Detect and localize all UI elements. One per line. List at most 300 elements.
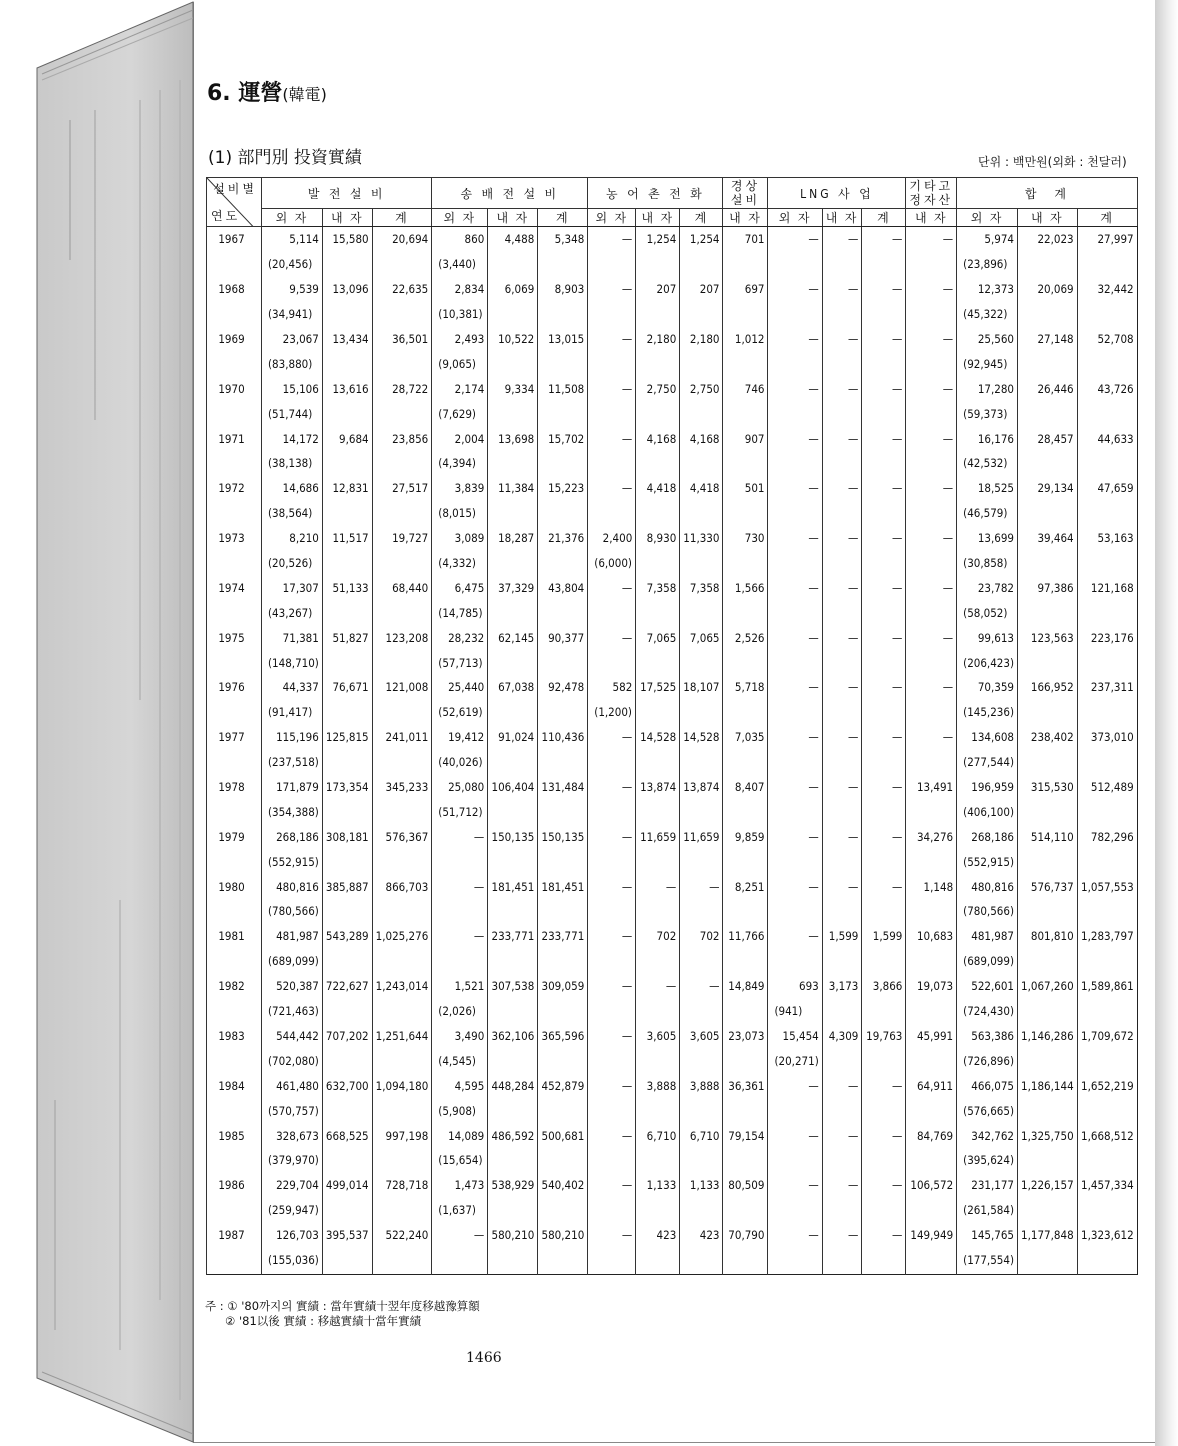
value-cell: 512,489	[1077, 775, 1137, 800]
year-cell: 1975	[207, 625, 262, 650]
empty-cell	[822, 1048, 862, 1073]
empty-cell	[822, 252, 862, 277]
value-cell: 9,684	[322, 426, 372, 451]
empty-cell	[680, 899, 723, 924]
table-row	[207, 327, 1138, 352]
foreign-currency-cell: (2,026)	[432, 999, 488, 1024]
value-cell: 1,521	[432, 974, 488, 999]
empty-cell	[588, 600, 636, 625]
empty-cell	[680, 1098, 723, 1123]
value-cell: 3,888	[680, 1073, 723, 1098]
value-cell: 4,595	[432, 1073, 488, 1098]
value-cell: 12,373	[957, 277, 1018, 302]
foreign-currency-cell: (941)	[768, 999, 822, 1024]
value-cell: 11,517	[322, 526, 372, 551]
empty-cell	[680, 799, 723, 824]
value-cell: 22,635	[372, 277, 432, 302]
value-cell: —	[768, 1223, 822, 1248]
empty-cell	[822, 999, 862, 1024]
value-cell: 702	[680, 924, 723, 949]
empty-cell	[723, 1198, 768, 1223]
subheader-row	[207, 209, 1138, 227]
value-cell: —	[588, 874, 636, 899]
value-cell: 1,226,157	[1018, 1173, 1078, 1198]
empty-cell	[488, 1048, 538, 1073]
empty-cell	[723, 1098, 768, 1123]
empty-cell	[862, 501, 906, 526]
empty-cell	[768, 700, 822, 725]
empty-cell	[322, 999, 372, 1024]
foreign-currency-cell: (51,744)	[262, 401, 323, 426]
empty-cell	[768, 1248, 822, 1275]
table-row	[207, 426, 1138, 451]
empty-cell	[372, 999, 432, 1024]
value-cell: 481,987	[262, 924, 323, 949]
footnote: ② '81以後 實績 : 移越實績十當年實績	[225, 1314, 422, 1328]
value-cell: 92,478	[538, 675, 588, 700]
value-cell: —	[768, 625, 822, 650]
value-cell: —	[822, 874, 862, 899]
value-cell: 44,633	[1077, 426, 1137, 451]
foreign-currency-cell: (30,858)	[957, 551, 1018, 576]
value-cell: 801,810	[1018, 924, 1078, 949]
value-cell: 80,509	[723, 1173, 768, 1198]
footnotes	[205, 1299, 480, 1329]
foreign-currency-cell: (58,052)	[957, 600, 1018, 625]
foreign-currency-cell: (689,099)	[262, 949, 323, 974]
empty-cell	[862, 1098, 906, 1123]
empty-cell	[862, 1248, 906, 1275]
value-cell: 13,616	[322, 376, 372, 401]
empty-cell	[538, 252, 588, 277]
value-cell: 229,704	[262, 1173, 323, 1198]
empty-cell	[822, 302, 862, 327]
empty-cell	[538, 302, 588, 327]
foreign-currency-cell: (59,373)	[957, 401, 1018, 426]
value-cell: 84,769	[906, 1123, 957, 1148]
value-cell: 8,251	[723, 874, 768, 899]
empty-cell	[207, 700, 262, 725]
foreign-currency-row	[207, 1098, 1138, 1123]
subheader-cell: 내 자	[488, 209, 538, 227]
value-cell: 501	[723, 476, 768, 501]
value-cell: 43,804	[538, 575, 588, 600]
subheader-cell: 내 자	[822, 209, 862, 227]
empty-cell	[723, 252, 768, 277]
empty-cell	[588, 1248, 636, 1275]
foreign-currency-cell: (726,896)	[957, 1048, 1018, 1073]
foreign-currency-row	[207, 600, 1138, 625]
empty-cell	[906, 1048, 957, 1073]
value-cell: 2,750	[636, 376, 680, 401]
empty-cell	[822, 600, 862, 625]
value-cell: —	[862, 1073, 906, 1098]
foreign-currency-row	[207, 750, 1138, 775]
value-cell: 7,358	[636, 575, 680, 600]
value-cell: —	[768, 575, 822, 600]
empty-cell	[680, 501, 723, 526]
empty-cell	[322, 501, 372, 526]
empty-cell	[723, 700, 768, 725]
value-cell: —	[588, 1024, 636, 1049]
empty-cell	[862, 1148, 906, 1173]
value-cell: 23,782	[957, 575, 1018, 600]
empty-cell	[538, 1098, 588, 1123]
empty-cell	[862, 700, 906, 725]
empty-cell	[768, 650, 822, 675]
value-cell: 1,146,286	[1018, 1024, 1078, 1049]
value-cell: —	[862, 277, 906, 302]
empty-cell	[822, 1098, 862, 1123]
table-title: (1) 部門別 投資實績	[208, 148, 362, 168]
empty-cell	[1018, 451, 1078, 476]
empty-cell	[1077, 451, 1137, 476]
value-cell: 27,148	[1018, 327, 1078, 352]
empty-cell	[488, 799, 538, 824]
empty-cell	[1077, 302, 1137, 327]
empty-cell	[636, 1198, 680, 1223]
empty-cell	[1018, 799, 1078, 824]
empty-cell	[372, 401, 432, 426]
empty-cell	[1018, 401, 1078, 426]
table-body	[207, 227, 1138, 1275]
empty-cell	[588, 1048, 636, 1073]
value-cell: —	[588, 1173, 636, 1198]
table-row	[207, 974, 1138, 999]
value-cell: 171,879	[262, 775, 323, 800]
group-header: LNG 사 업	[768, 178, 906, 209]
value-cell: —	[822, 725, 862, 750]
empty-cell	[372, 750, 432, 775]
empty-cell	[680, 302, 723, 327]
empty-cell	[906, 849, 957, 874]
value-cell: —	[822, 327, 862, 352]
value-cell: 196,959	[957, 775, 1018, 800]
value-cell: 1,709,672	[1077, 1024, 1137, 1049]
value-cell: 223,176	[1077, 625, 1137, 650]
value-cell: 693	[768, 974, 822, 999]
empty-cell	[372, 252, 432, 277]
empty-cell	[680, 600, 723, 625]
empty-cell	[322, 351, 372, 376]
value-cell: 365,596	[538, 1024, 588, 1049]
subheader-cell: 계	[1077, 209, 1137, 227]
value-cell: —	[822, 426, 862, 451]
empty-cell	[636, 899, 680, 924]
empty-cell	[322, 252, 372, 277]
value-cell: 90,377	[538, 625, 588, 650]
foreign-currency-cell: (38,564)	[262, 501, 323, 526]
value-cell: 207	[680, 277, 723, 302]
empty-cell	[768, 551, 822, 576]
empty-cell	[636, 1098, 680, 1123]
value-cell: 576,737	[1018, 874, 1078, 899]
empty-cell	[1077, 1198, 1137, 1223]
value-cell: —	[768, 526, 822, 551]
value-cell: 5,718	[723, 675, 768, 700]
empty-cell	[538, 949, 588, 974]
value-cell: 730	[723, 526, 768, 551]
foreign-currency-cell: (20,456)	[262, 252, 323, 277]
value-cell: —	[822, 376, 862, 401]
value-cell: 16,176	[957, 426, 1018, 451]
empty-cell	[636, 1248, 680, 1275]
empty-cell	[207, 401, 262, 426]
empty-cell	[906, 949, 957, 974]
empty-cell	[636, 600, 680, 625]
year-cell: 1968	[207, 277, 262, 302]
value-cell: 14,686	[262, 476, 323, 501]
value-cell: 1,148	[906, 874, 957, 899]
foreign-currency-cell: (3,440)	[432, 252, 488, 277]
value-cell: 181,451	[488, 874, 538, 899]
empty-cell	[822, 700, 862, 725]
empty-cell	[768, 252, 822, 277]
empty-cell	[1077, 650, 1137, 675]
value-cell: —	[768, 1123, 822, 1148]
value-cell: —	[906, 277, 957, 302]
value-cell: 1,186,144	[1018, 1073, 1078, 1098]
empty-cell	[723, 551, 768, 576]
foreign-currency-cell: (1,637)	[432, 1198, 488, 1223]
value-cell: 150,135	[538, 824, 588, 849]
empty-cell	[538, 600, 588, 625]
foreign-currency-cell: (155,036)	[262, 1248, 323, 1275]
foreign-currency-cell: (780,566)	[262, 899, 323, 924]
value-cell: 11,659	[636, 824, 680, 849]
empty-cell	[488, 1148, 538, 1173]
value-cell: 13,874	[680, 775, 723, 800]
value-cell: 17,307	[262, 575, 323, 600]
value-cell: 1,067,260	[1018, 974, 1078, 999]
empty-cell	[862, 1198, 906, 1223]
value-cell: 1,589,861	[1077, 974, 1137, 999]
value-cell: —	[768, 376, 822, 401]
foreign-currency-row	[207, 252, 1138, 277]
empty-cell	[680, 351, 723, 376]
empty-cell	[822, 949, 862, 974]
investment-table	[206, 177, 1138, 1275]
empty-cell	[207, 1098, 262, 1123]
empty-cell	[1077, 750, 1137, 775]
empty-cell	[588, 451, 636, 476]
value-cell: 1,251,644	[372, 1024, 432, 1049]
empty-cell	[1077, 551, 1137, 576]
empty-cell	[322, 949, 372, 974]
empty-cell	[636, 501, 680, 526]
value-cell: —	[906, 376, 957, 401]
empty-cell	[906, 899, 957, 924]
empty-cell	[1077, 501, 1137, 526]
value-cell: 79,154	[723, 1123, 768, 1148]
value-cell: —	[588, 775, 636, 800]
table-row	[207, 725, 1138, 750]
value-cell: —	[588, 575, 636, 600]
value-cell: 4,418	[680, 476, 723, 501]
empty-cell	[723, 501, 768, 526]
value-cell: 707,202	[322, 1024, 372, 1049]
value-cell: 26,446	[1018, 376, 1078, 401]
value-cell: 580,210	[538, 1223, 588, 1248]
value-cell: —	[588, 376, 636, 401]
value-cell: —	[822, 1073, 862, 1098]
value-cell: 520,387	[262, 974, 323, 999]
value-cell: 7,358	[680, 575, 723, 600]
value-cell: 11,384	[488, 476, 538, 501]
value-cell: 11,659	[680, 824, 723, 849]
value-cell: 10,683	[906, 924, 957, 949]
value-cell: 395,537	[322, 1223, 372, 1248]
empty-cell	[432, 1248, 488, 1275]
empty-cell	[862, 351, 906, 376]
empty-cell	[636, 949, 680, 974]
empty-cell	[862, 551, 906, 576]
table-row	[207, 824, 1138, 849]
empty-cell	[1018, 1148, 1078, 1173]
foreign-currency-cell: (721,463)	[262, 999, 323, 1024]
value-cell: —	[822, 675, 862, 700]
value-cell: —	[822, 824, 862, 849]
value-cell: 13,015	[538, 327, 588, 352]
value-cell: 22,023	[1018, 227, 1078, 252]
foreign-currency-cell: (9,065)	[432, 351, 488, 376]
value-cell: —	[822, 277, 862, 302]
subheader-cell: 외 자	[957, 209, 1018, 227]
value-cell: —	[768, 227, 822, 252]
value-cell: —	[432, 1223, 488, 1248]
empty-cell	[906, 799, 957, 824]
value-cell: —	[906, 675, 957, 700]
value-cell: 18,107	[680, 675, 723, 700]
empty-cell	[588, 302, 636, 327]
empty-cell	[768, 949, 822, 974]
value-cell: 91,024	[488, 725, 538, 750]
value-cell: 99,613	[957, 625, 1018, 650]
empty-cell	[372, 1148, 432, 1173]
year-cell: 1986	[207, 1173, 262, 1198]
value-cell: —	[862, 675, 906, 700]
foreign-currency-row	[207, 451, 1138, 476]
empty-cell	[768, 302, 822, 327]
page-shadow	[1155, 0, 1178, 1446]
empty-cell	[822, 501, 862, 526]
value-cell: 21,376	[538, 526, 588, 551]
value-cell: 53,163	[1077, 526, 1137, 551]
year-cell: 1970	[207, 376, 262, 401]
value-cell: 13,874	[636, 775, 680, 800]
value-cell: 2,834	[432, 277, 488, 302]
value-cell: 25,080	[432, 775, 488, 800]
empty-cell	[1018, 252, 1078, 277]
value-cell: —	[588, 1123, 636, 1148]
year-cell: 1967	[207, 227, 262, 252]
empty-cell	[723, 999, 768, 1024]
empty-cell	[322, 401, 372, 426]
empty-cell	[538, 351, 588, 376]
value-cell: 2,174	[432, 376, 488, 401]
value-cell: 7,035	[723, 725, 768, 750]
empty-cell	[768, 899, 822, 924]
value-cell: —	[636, 974, 680, 999]
value-cell: 28,722	[372, 376, 432, 401]
group-header	[723, 178, 768, 209]
empty-cell	[588, 999, 636, 1024]
empty-cell	[1018, 849, 1078, 874]
value-cell: 1,566	[723, 575, 768, 600]
value-cell: —	[862, 227, 906, 252]
empty-cell	[538, 401, 588, 426]
value-cell: 701	[723, 227, 768, 252]
value-cell: —	[906, 476, 957, 501]
section-name: 運營	[238, 81, 283, 106]
value-cell: 1,254	[636, 227, 680, 252]
value-cell: —	[768, 277, 822, 302]
table-row	[207, 526, 1138, 551]
value-cell: —	[588, 924, 636, 949]
year-cell: 1980	[207, 874, 262, 899]
value-cell: —	[588, 1223, 636, 1248]
foreign-currency-cell: (406,100)	[957, 799, 1018, 824]
empty-cell	[588, 401, 636, 426]
group-header: 송 배 전 설 비	[432, 178, 588, 209]
empty-cell	[723, 899, 768, 924]
empty-cell	[207, 1248, 262, 1275]
group-header: 농 어 촌 전 화	[588, 178, 723, 209]
group-header: 합 계	[957, 178, 1138, 209]
page-number: 1466	[466, 1350, 502, 1366]
empty-cell	[680, 1048, 723, 1073]
value-cell: 480,816	[262, 874, 323, 899]
table-row	[207, 1223, 1138, 1248]
value-cell: —	[432, 824, 488, 849]
foreign-currency-row	[207, 501, 1138, 526]
value-cell: 423	[680, 1223, 723, 1248]
empty-cell	[207, 1148, 262, 1173]
value-cell: —	[768, 1173, 822, 1198]
foreign-currency-row	[207, 351, 1138, 376]
value-cell: 3,089	[432, 526, 488, 551]
empty-cell	[636, 1148, 680, 1173]
foreign-currency-cell: (552,915)	[957, 849, 1018, 874]
foreign-currency-cell: (46,579)	[957, 501, 1018, 526]
foreign-currency-cell: (261,584)	[957, 1198, 1018, 1223]
value-cell: —	[862, 526, 906, 551]
empty-cell	[680, 750, 723, 775]
empty-cell	[488, 252, 538, 277]
value-cell: 125,815	[322, 725, 372, 750]
foreign-currency-cell: (91,417)	[262, 700, 323, 725]
empty-cell	[207, 600, 262, 625]
foreign-currency-cell: (6,000)	[588, 551, 636, 576]
foreign-currency-cell: (724,430)	[957, 999, 1018, 1024]
table-row	[207, 376, 1138, 401]
foreign-currency-cell: (20,526)	[262, 551, 323, 576]
empty-cell	[322, 1198, 372, 1223]
value-cell: —	[862, 824, 906, 849]
empty-cell	[207, 750, 262, 775]
value-cell: 237,311	[1077, 675, 1137, 700]
empty-cell	[680, 451, 723, 476]
empty-cell	[680, 700, 723, 725]
value-cell: —	[588, 824, 636, 849]
value-cell: 860	[432, 227, 488, 252]
empty-cell	[588, 799, 636, 824]
value-cell: 76,671	[322, 675, 372, 700]
empty-cell	[636, 799, 680, 824]
value-cell: 3,866	[862, 974, 906, 999]
value-cell: 13,434	[322, 327, 372, 352]
value-cell: —	[822, 526, 862, 551]
